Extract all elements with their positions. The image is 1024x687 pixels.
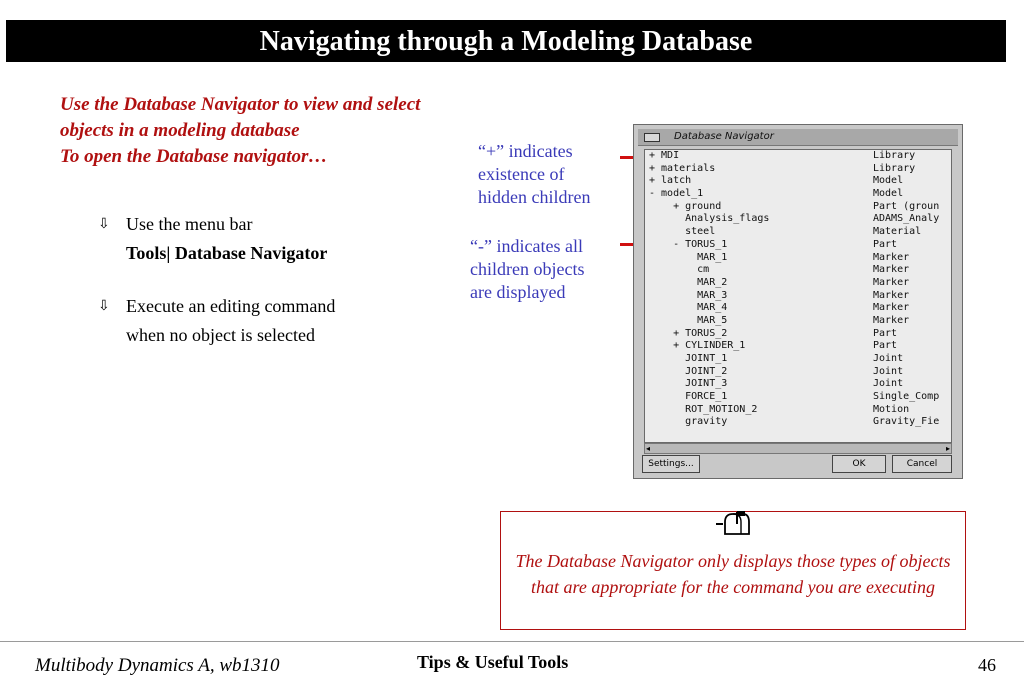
- tree-item-type: Motion: [873, 403, 910, 415]
- tree-item-name: JOINT_1: [649, 353, 728, 364]
- scroll-right-icon[interactable]: ▸: [945, 444, 950, 453]
- intro-line-3: To open the Database navigator…: [60, 146, 328, 167]
- down-arrow-icon: ⇩: [98, 298, 110, 314]
- horizontal-scrollbar[interactable]: [644, 443, 952, 454]
- note-box: [500, 511, 966, 630]
- tree-item-type: Marker: [873, 289, 910, 301]
- tree-item-type: Part (groun: [873, 200, 940, 212]
- navigator-title-bar[interactable]: [638, 129, 958, 146]
- tree-item-name: JOINT_2: [649, 365, 728, 377]
- tree-item-name: MAR_4: [649, 302, 728, 314]
- tree-item-name: - TORUS_1: [649, 238, 728, 250]
- tree-item-name: MAR_5: [649, 314, 728, 326]
- callout-line-1: “-” indicates all: [470, 236, 583, 256]
- tree-row[interactable]: [645, 150, 951, 163]
- tree-item-name: + TORUS_2: [649, 327, 728, 339]
- tree-row[interactable]: [645, 391, 951, 404]
- ok-button[interactable]: OK: [832, 455, 886, 473]
- tree-row[interactable]: [645, 340, 951, 353]
- tree-item-name: FORCE_1: [649, 391, 728, 403]
- tree-item-name: + CYLINDER_1: [649, 340, 746, 352]
- footer-section: Tips & Useful Tools: [417, 652, 569, 672]
- navigator-tree-list[interactable]: [644, 149, 952, 443]
- callout-line-1: “+” indicates: [478, 141, 573, 161]
- tree-item-name: + ground: [649, 200, 722, 212]
- tree-row[interactable]: [645, 201, 951, 214]
- scroll-left-icon[interactable]: ◂: [646, 444, 651, 453]
- tree-row[interactable]: [645, 264, 951, 277]
- bullet-line-1: Execute an editing command: [126, 296, 336, 316]
- tree-row[interactable]: [645, 226, 951, 239]
- tree-row[interactable]: [645, 213, 951, 226]
- tree-item-type: Joint: [873, 365, 904, 377]
- tree-item-type: Part: [873, 340, 898, 352]
- tree-row[interactable]: [645, 188, 951, 201]
- tree-item-type: Marker: [873, 251, 910, 263]
- tree-row[interactable]: [645, 328, 951, 341]
- callout-line-2: existence of: [478, 164, 565, 184]
- tree-row[interactable]: [645, 175, 951, 188]
- callout-line-3: are displayed: [470, 282, 566, 302]
- tree-item-type: Single_Comp: [873, 391, 940, 403]
- page-number: 46: [978, 655, 996, 675]
- navigator-title: Database Navigator: [674, 131, 774, 142]
- callout-line-3: hidden children: [478, 187, 591, 207]
- tree-item-name: JOINT_3: [649, 378, 728, 390]
- tree-item-name: gravity: [649, 416, 728, 428]
- tree-item-name: ROT_MOTION_2: [649, 403, 758, 415]
- note-text: The Database Navigator only displays those types of objects that are appropriate for the command you are executing: [515, 551, 951, 597]
- plus-callout: [478, 140, 590, 209]
- tree-row[interactable]: [645, 302, 951, 315]
- tree-row[interactable]: [645, 404, 951, 417]
- tree-item-type: Joint: [873, 378, 904, 390]
- bullet-menu-bar: [98, 210, 327, 268]
- tree-item-type: Gravity_Fie: [873, 416, 940, 428]
- tree-row[interactable]: [645, 366, 951, 379]
- intro-line-2: objects in a modeling database: [60, 120, 300, 141]
- tree-row[interactable]: [645, 353, 951, 366]
- footer-divider: [0, 641, 1024, 642]
- tree-item-type: Marker: [873, 314, 910, 326]
- tree-row[interactable]: [645, 252, 951, 265]
- tree-item-type: Material: [873, 226, 922, 238]
- minus-callout: [470, 235, 584, 304]
- bullet-line-2: Tools| Database Navigator: [126, 243, 328, 263]
- bullet-line-1: Use the menu bar: [126, 214, 253, 234]
- tree-item-name: MAR_3: [649, 289, 728, 301]
- tree-item-name: Analysis_flags: [649, 213, 770, 225]
- tree-row[interactable]: [645, 163, 951, 176]
- tree-item-type: Model: [873, 175, 904, 187]
- tree-item-type: Model: [873, 188, 904, 200]
- tree-row[interactable]: [645, 315, 951, 328]
- intro-line-1: Use the Database Navigator to view and select: [60, 94, 421, 115]
- tree-item-type: Part: [873, 327, 898, 339]
- mailbox-icon: [715, 510, 751, 538]
- settings-button[interactable]: Settings...: [642, 455, 700, 473]
- intro-text: [60, 92, 540, 170]
- database-navigator-window: [633, 124, 963, 479]
- cancel-button[interactable]: Cancel: [892, 455, 952, 473]
- slide-title: Navigating through a Modeling Database: [6, 20, 1006, 62]
- tree-row[interactable]: [645, 277, 951, 290]
- tree-item-name: + materials: [649, 162, 716, 174]
- footer-course: Multibody Dynamics A, wb1310: [35, 655, 280, 676]
- tree-item-type: Marker: [873, 264, 910, 276]
- callout-line-2: children objects: [470, 259, 585, 279]
- tree-item-name: - model_1: [649, 188, 704, 200]
- tree-item-name: MAR_2: [649, 276, 728, 288]
- down-arrow-icon: ⇩: [98, 216, 110, 232]
- tree-item-type: Library: [873, 162, 916, 174]
- tree-row[interactable]: [645, 378, 951, 391]
- bullet-line-2: when no object is selected: [126, 325, 315, 345]
- tree-item-type: Marker: [873, 302, 910, 314]
- tree-item-type: Library: [873, 150, 916, 161]
- tree-item-name: cm: [649, 264, 710, 276]
- tree-item-type: Marker: [873, 276, 910, 288]
- tree-item-type: ADAMS_Analy: [873, 213, 940, 225]
- tree-item-type: Joint: [873, 353, 904, 364]
- tree-item-type: Part: [873, 238, 898, 250]
- bullet-editing-command: [98, 292, 335, 350]
- tree-row[interactable]: [645, 239, 951, 252]
- tree-item-name: + MDI: [649, 150, 680, 161]
- tree-item-name: steel: [649, 226, 716, 238]
- window-menu-icon[interactable]: [644, 133, 660, 142]
- tree-row[interactable]: [645, 416, 951, 429]
- tree-row[interactable]: [645, 290, 951, 303]
- tree-item-name: + latch: [649, 175, 692, 187]
- tree-item-name: MAR_1: [649, 251, 728, 263]
